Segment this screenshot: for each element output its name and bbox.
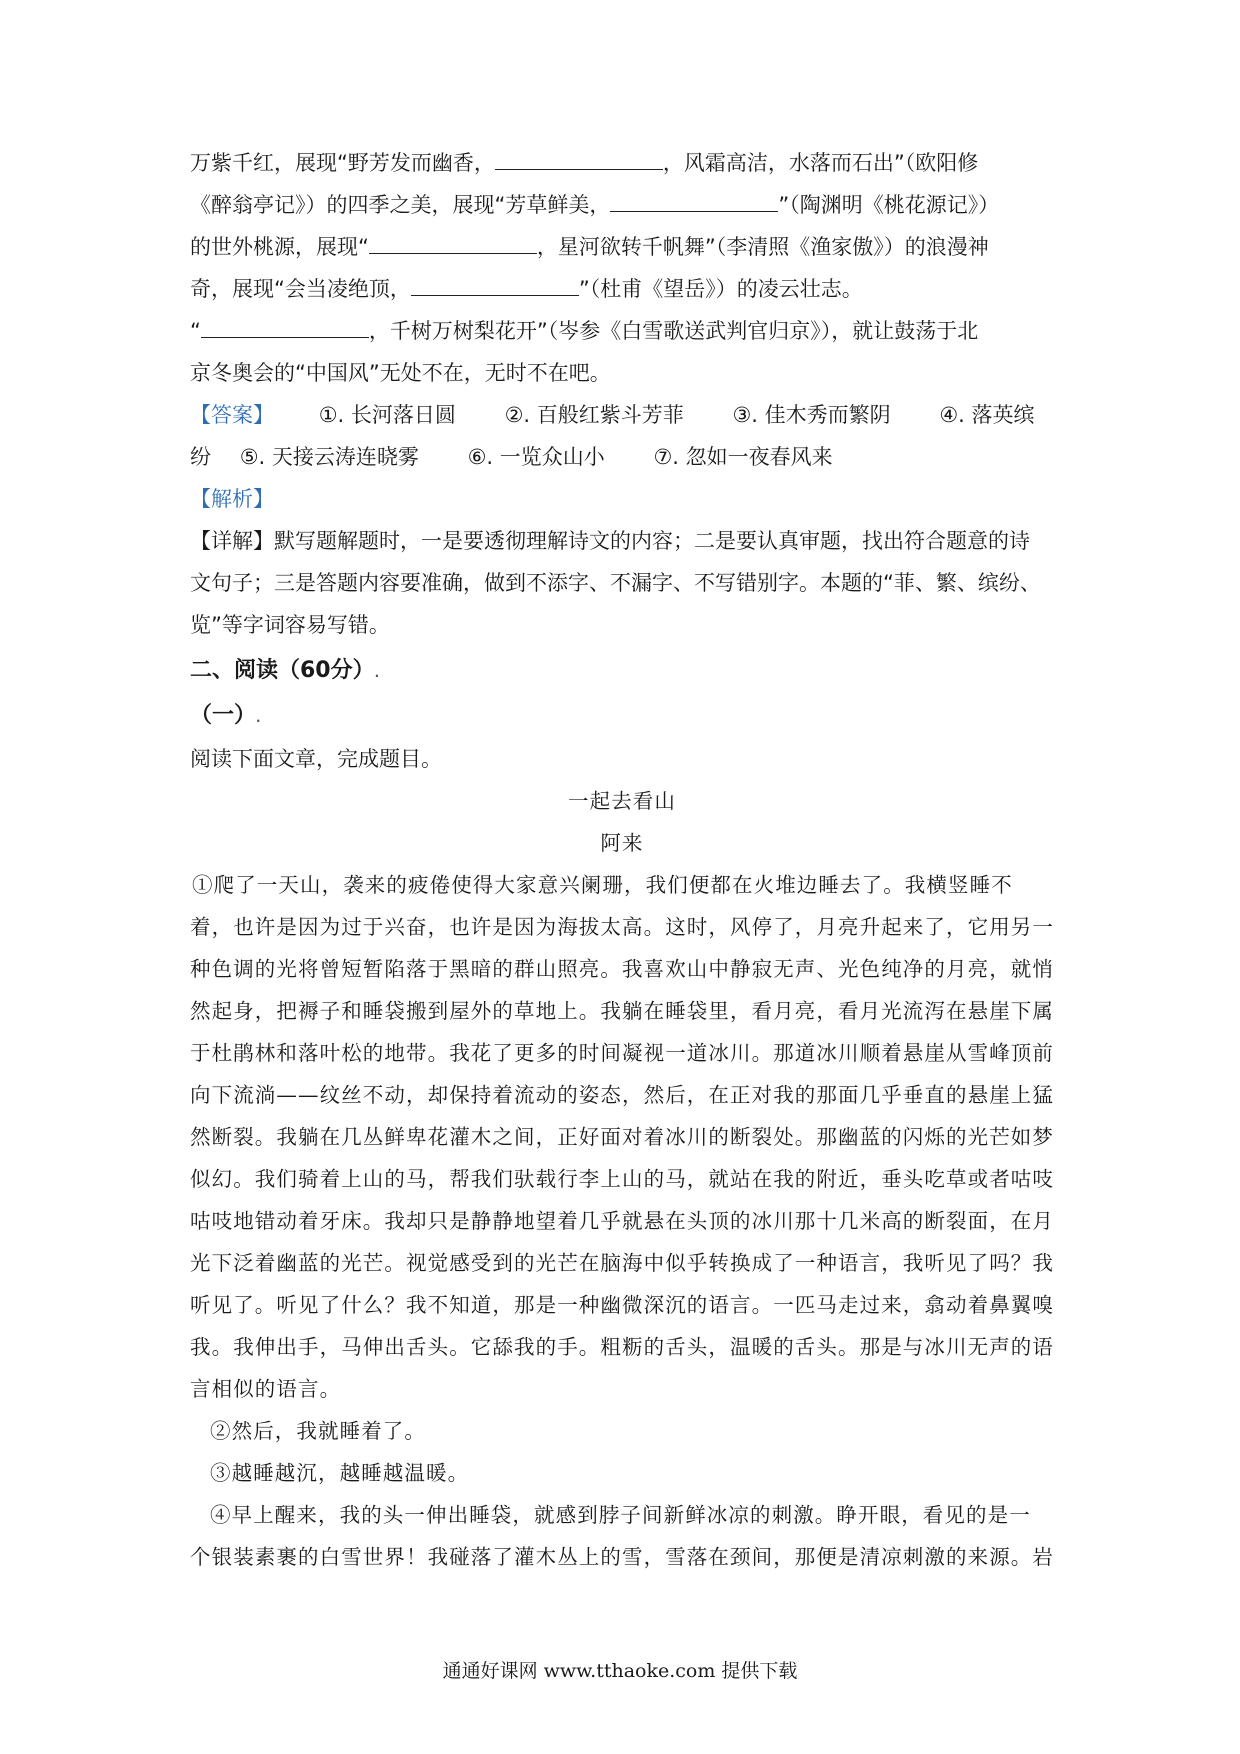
article-line: 言相似的语言。 [190,1377,342,1401]
analysis-row [190,478,1054,520]
answer-blank [201,315,369,338]
section-title [190,648,1054,694]
text: 万紫千红，展现“野芳发而幽香， [190,151,495,175]
text: ”（陶渊明《桃花源记》） [778,193,1000,217]
answer-item: ③. 佳木秀而繁阴 [732,403,891,427]
text: 《醉翁亭记》）的四季之美，展现“芳草鲜美， [190,193,611,217]
answer-row-1 [190,394,1054,436]
mark: . [374,666,380,680]
article-line: 向下流淌——纹丝不动，却保持着流动的姿态，然后，在正对我的那面几乎垂直的悬崖上猛 [190,1083,1054,1107]
answer-item: ②. 百般红紫斗芳菲 [504,403,684,427]
answer-row-2 [190,436,1054,478]
analysis-detail-line: 文句子；三是答题内容要准确，做到不添字、不漏字、不写错别字。本题的“菲、繁、缤纷、 [190,571,1041,595]
answer-item: ⑤. 天接云涛连晓雾 [239,445,419,469]
answer-item: ④. 落英缤 [939,403,1035,427]
text: 的世外桃源，展现“ [190,235,369,259]
analysis-detail-line: 览”等字词容易写错。 [190,613,390,637]
article-title: 一起去看山 [568,789,676,813]
article-line: 着，也许是因为过于兴奋，也许是因为海拔太高。这时，风停了，月亮升起来了，它用另一 [190,915,1054,939]
answer-blank [610,189,778,212]
text: 奇，展现“会当凌绝顶， [190,277,411,301]
part-title [190,694,1054,738]
fill-in-line-2 [190,184,1054,226]
mark: . [256,711,261,725]
instruction: 阅读下面文章，完成题目。 [190,747,442,771]
article-line: 光下泛着幽蓝的光芒。视觉感受到的光芒在脑海中似乎转换成了一种语言，我听见了吗？我 [190,1251,1054,1275]
fill-in-line-6: 京冬奥会的“中国风”无处不在，无时不在吧。 [190,361,611,385]
answer-tag: 【答案】 [190,403,274,427]
fill-in-line-5 [190,310,1054,352]
answer-item: ⑦. 忽如一夜春风来 [653,445,833,469]
article-paragraph-3: ③越睡越沉，越睡越温暖。 [210,1461,470,1485]
answer-item: ⑥. 一览众山小 [467,445,605,469]
fill-in-line-3 [190,226,1054,268]
analysis-tag: 【解析】 [190,487,274,511]
answer-continuation: 纷 [190,445,211,469]
article-paragraph-2: ②然后，我就睡着了。 [210,1419,426,1443]
answer-blank [411,273,579,296]
article-line: 我。我伸出手，马伸出舌头。它舔我的手。粗粝的舌头，温暖的舌头。那是与冰川无声的语 [190,1335,1054,1359]
article-line: 个银装素裹的白雪世界！我碰落了灌木丛上的雪，雪落在颈间，那便是清凉刺激的来源。岩 [190,1545,1054,1569]
article-line: 咕吱地错动着牙床。我却只是静静地望着几乎就悬在头顶的冰川那十几米高的断裂面，在月 [190,1209,1054,1233]
article [190,780,1054,1578]
answer-blank [495,147,663,170]
document-page [190,142,1054,1578]
text: ，千树万树梨花开”（岑参《白雪歌送武判官归京》），就让鼓荡于北 [368,319,979,343]
article-author: 阿来 [600,831,644,855]
article-line: 似幻。我们骑着上山的马，帮我们驮载行李上山的马，就站在我的附近，垂头吃草或者咕吱 [190,1167,1054,1191]
text: ”（杜甫《望岳》）的凌云壮志。 [578,277,863,301]
analysis-detail-line: 【详解】默写题解题时，一是要透彻理解诗文的内容；二是要认真审题，找出符合题意的诗 [190,529,1030,553]
article-line: ④早上醒来，我的头一伸出睡袋，就感到脖子间新鲜冰凉的刺激。睁开眼，看见的是一 [210,1503,1031,1527]
section-title-text: 二、阅读（60分） [190,658,375,683]
article-line: 听见了。听见了什么？我不知道，那是一种幽微深沉的语言。一匹马走过来，翕动着鼻翼嗅 [190,1293,1054,1317]
text: “ [190,319,201,343]
fill-in-line-4 [190,268,1054,310]
text: ，星河欲转千帆舞”（李清照《渔家傲》）的浪漫神 [536,235,989,259]
article-line: 然断裂。我躺在几丛鲜卑花灌木之间，正好面对着冰川的断裂处。那幽蓝的闪烁的光芒如梦 [190,1125,1054,1149]
article-line: 于杜鹃林和落叶松的地带。我花了更多的时间凝视一道冰川。那道冰川顺着悬崖从雪峰顶前 [190,1041,1054,1065]
text: ，风霜高洁，水落而石出”（欧阳修 [662,151,979,175]
fill-in-line-1 [190,142,1054,184]
article-line: ①爬了一天山，袭来的疲倦使得大家意兴阑珊，我们便都在火堆边睡去了。我横竖睡不 [192,873,1013,897]
page-footer: 通通好课网 www.tthaoke.com 提供下载 [442,1660,798,1682]
article-line: 然起身，把褥子和睡袋搬到屋外的草地上。我躺在睡袋里，看月亮，看月光流泻在悬崖下属 [190,999,1054,1023]
answer-item: ①. 长河落日圆 [318,403,456,427]
answer-blank [369,231,537,254]
article-line: 种色调的光将曾短暂陷落于黑暗的群山照亮。我喜欢山中静寂无声、光色纯净的月亮，就悄 [190,957,1054,981]
part-title-text: （一） [190,703,257,728]
